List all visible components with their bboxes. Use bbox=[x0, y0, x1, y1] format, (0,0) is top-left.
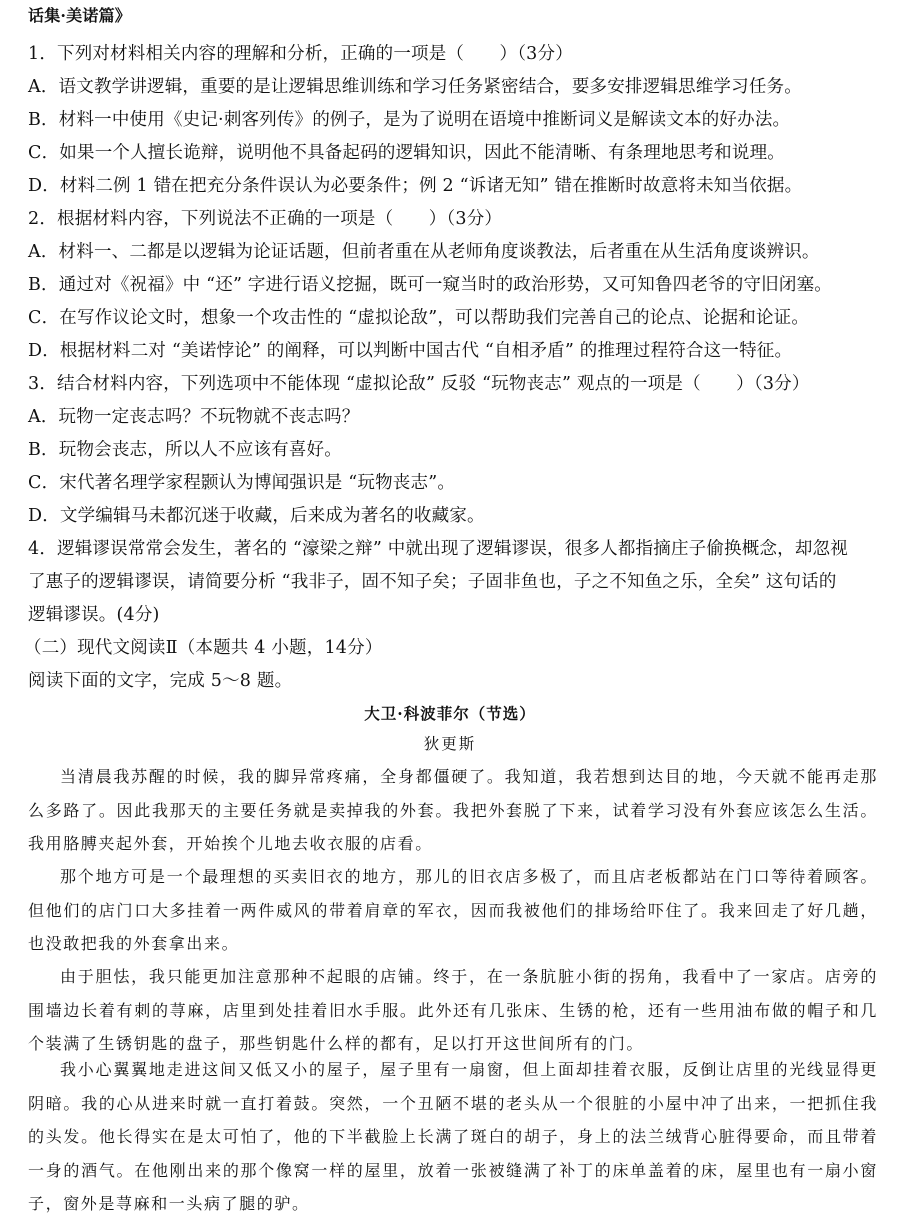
story-paragraph-4: 我小心翼翼地走进这间又低又小的屋子，屋子里有一扇窗，但上面却挂着衣服，反倒让店里的光线显得更阴暗。我的心从进来时就一直打着鼓。突然，一个丑陋不堪的老头从一个很脏的小屋中冲了出来，一把抓住我的头发。他长得实在是太可怕了，他的下半截脸上长满了斑白的胡子，身上的法兰绒背心脏得要命，而且带着一身的酒气。在他刚出来的那个像窝一样的屋里，放着一张被缝满了补丁的床单盖着的床，屋里也有一扇小窗子，窗外是荨麻和一头病了腿的驴。 bbox=[28, 1060, 878, 1213]
question-4-line-2: 了惠子的逻辑谬误，请简要分析 “我非子，固不知子矣；子固非鱼也，子之不知鱼之乐，全矣” 这句话的 bbox=[28, 572, 837, 592]
story-paragraph-3: 由于胆怯，我只能更加注意那种不起眼的店铺。终于，在一条肮脏小街的拐角，我看中了一家店。店旁的围墙边长着有刺的荨麻，店里到处挂着旧水手服。此外还有几张床、生锈的枪，还有一些用油布做的帽子和几个装满了生锈钥匙的盘子，那些钥匙什么样的都有，足以打开这世间所有的门。 bbox=[28, 967, 878, 1053]
question-1-option-c: C．如果一个人擅长诡辩，说明他不具备起码的逻辑知识，因此不能清晰、有条理地思考和说理。 bbox=[28, 143, 785, 163]
story-author: 狄更斯 bbox=[423, 735, 477, 753]
header-fragment: 话集·美诺篇》 bbox=[28, 6, 131, 25]
story-title: 大卫·科波菲尔（节选） bbox=[364, 704, 536, 723]
section-instruction: 阅读下面的文字，完成 5～8 题。 bbox=[28, 671, 293, 691]
question-1-option-b: B．材料一中使用《史记·刺客列传》的例子，是为了说明在语境中推断词义是解读文本的好办法。 bbox=[28, 110, 791, 130]
question-2-option-d: D．根据材料二对 “美诺悖论” 的阐释，可以判断中国古代 “自相矛盾” 的推理过程符合这一特征。 bbox=[28, 341, 793, 361]
question-4-line-3: 逻辑谬误。(4分) bbox=[28, 605, 160, 625]
question-2-option-b: B．通过对《祝福》中 “还” 字进行语义挖掘，既可一窥当时的政治形势，又可知鲁四老爷的守旧闭塞。 bbox=[28, 275, 832, 295]
question-3-option-b: B．玩物会丧志，所以人不应该有喜好。 bbox=[28, 440, 342, 460]
question-1-stem: 1．下列对材料相关内容的理解和分析，正确的一项是（ ）（3分） bbox=[28, 44, 573, 64]
story-paragraph-1: 当清晨我苏醒的时候，我的脚异常疼痛，全身都僵硬了。我知道，我若想到达目的地，今天就不能再走那么多路了。因此我那天的主要任务就是卖掉我的外套。我把外套脱了下来，试着学习没有外套应该怎么生活。我用胳膊夹起外套，开始挨个儿地去收衣服的店看。 bbox=[28, 767, 878, 853]
question-3-stem: 3．结合材料内容，下列选项中不能体现 “虚拟论敌” 反驳 “玩物丧志” 观点的一项是（ ）（3分） bbox=[28, 374, 810, 394]
story-paragraph-2: 那个地方可是一个最理想的买卖旧衣的地方，那儿的旧衣店多极了，而且店老板都站在门口等待着顾客。但他们的店门口大多挂着一两件威风的带着肩章的军衣，因而我被他们的排场给吓住了。我来回走了好几趟，也没敢把我的外套拿出来。 bbox=[28, 867, 878, 953]
question-2-option-c: C．在写作议论文时，想象一个攻击性的 “虚拟论敌”，可以帮助我们完善自己的论点、论据和论证。 bbox=[28, 308, 810, 328]
question-3-option-d: D．文学编辑马未都沉迷于收藏，后来成为著名的收藏家。 bbox=[28, 506, 485, 526]
question-1-option-a: A．语文教学讲逻辑，重要的是让逻辑思维训练和学习任务紧密结合，要多安排逻辑思维学习任务。 bbox=[28, 77, 802, 97]
question-3-option-a: A．玩物一定丧志吗？不玩物就不丧志吗？ bbox=[28, 407, 360, 427]
question-1-option-d: D．材料二例 1 错在把充分条件误认为必要条件；例 2 “诉诸无知” 错在推断时故意将未知当依据。 bbox=[28, 176, 803, 196]
question-4-line-1: 4．逻辑谬误常常会发生，著名的 “濠梁之辩” 中就出现了逻辑谬误，很多人都指摘庄子偷换概念，却忽视 bbox=[28, 539, 848, 559]
question-2-stem: 2．根据材料内容，下列说法不正确的一项是（ ）（3分） bbox=[28, 209, 503, 229]
section-heading: （二）现代文阅读Ⅱ（本题共 4 小题，14分） bbox=[24, 638, 383, 658]
question-3-option-c: C．宋代著名理学家程颢认为博闻强识是 “玩物丧志”。 bbox=[28, 473, 456, 493]
question-2-option-a: A．材料一、二都是以逻辑为论证话题，但前者重在从老师角度谈教法，后者重在从生活角度谈辨识。 bbox=[28, 242, 820, 262]
